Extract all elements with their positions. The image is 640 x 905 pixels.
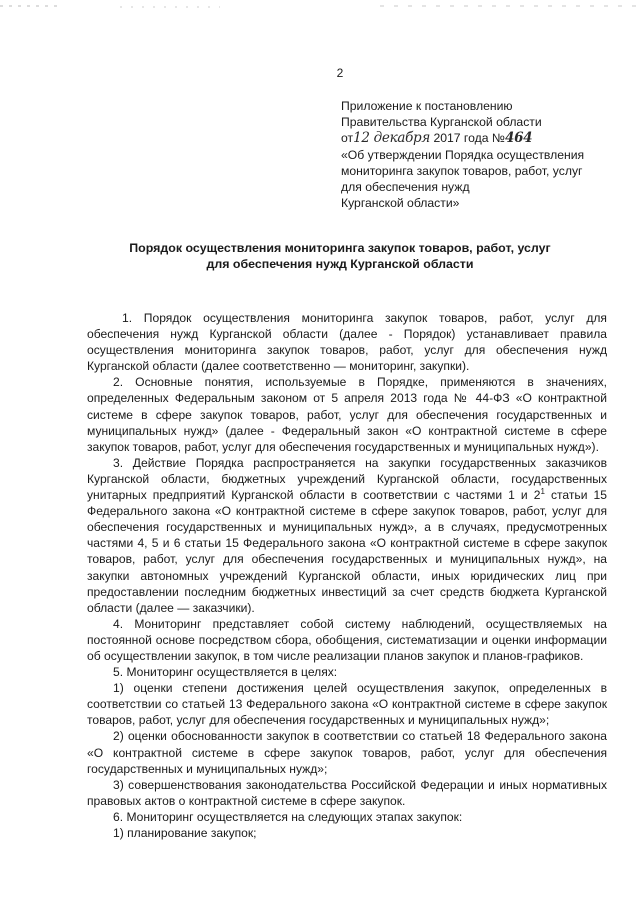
paragraph-3 xyxy=(87,455,607,616)
paragraph-5-item-1: 1) оценки степени достижения целей осуществления закупок, определенных в соответствии со статьей 13 Федерального закона «О контрактной системе в сфере закупок товаров, работ, услуг для обеспечения государственных и муниципальных нужд»; xyxy=(87,681,607,728)
appendix-line-2: Правительства Курганской области xyxy=(341,115,542,130)
scan-artifacts xyxy=(0,4,640,10)
year-text: 2017 года № xyxy=(433,131,505,146)
appendix-date-line xyxy=(341,130,631,146)
paragraph-2: 2. Основные понятия, используемые в Порядке, применяются в значениях, определенных Федеральным законом от 5 апреля 2013 года № 44-ФЗ «О контрактной системе в сфере закупок товаров, работ, услуг для обеспечения государственных и муниципальных нужд» (далее - Федеральный закон «О контрактной системе в сфере закупок товаров, работ, услуг для обеспечения государственных и муниципальных нужд»). xyxy=(87,375,607,454)
appendix-line-1: Приложение к постановлению xyxy=(341,99,513,113)
appendix-line-6: для обеспечения нужд xyxy=(341,180,470,195)
page-number: 2 xyxy=(336,66,344,80)
appendix-block xyxy=(341,98,631,211)
appendix-line-4: «Об утверждении Порядка осуществления xyxy=(341,147,585,162)
handwritten-number: 464 xyxy=(504,130,533,147)
paragraph-6-item-1: 1) планирование закупок; xyxy=(113,826,257,840)
title-line-2: для обеспечения нужд Курганской области xyxy=(206,257,474,271)
paragraph-4: 4. Мониторинг представляет собой систему наблюдений, осуществляемых на постоянной основе посредством сбора, обобщения, систематизации и оценки информации об осуществлении закупок, в том числе реализации планов закупок и планов-графиков. xyxy=(87,616,607,663)
document-title xyxy=(60,240,620,272)
paragraph-1: 1. Порядок осуществления мониторинга закупок товаров, работ, услуг для обеспечения нужд Курганской области (далее - Порядок) устанавливает правила осуществления мониторинга закупок товаров, работ, услуг для обеспечения нужд Курганской области (далее соответственно — мониторинг, закупки). xyxy=(87,311,607,374)
appendix-line-7: Курганской области» xyxy=(341,196,460,211)
paragraph-3-head: 3. Действие Порядка распространяется на закупки государственных заказчиков Курганской области, бюджетных учреждений Курганской области, государственных унитарных предприятий Курганской области в соответствии с частями 1 и 2 xyxy=(87,455,607,503)
paragraph-3-tail: статьи 15 Федерального закона «О контрактной системе в сфере закупок товаров, работ, услуг для обеспечения государственных и муниципальных нужд», а в случаях, предусмотренных частями 4, 5 и 6 статьи 15 Федерального закона «О контрактной системе в сфере закупок товаров, работ, услуг для обеспечения государственных и муниципальных нужд», на закупки автономных учреждений Курганской области, иных юридических лиц при предоставлении последним бюджетных инвестиций за счет средств бюджета Курганской области (далее — заказчики). xyxy=(87,488,607,615)
paragraph-5-item-3: 3) совершенствования законодательства Российской Федерации и иных нормативных правовых актов о контрактной системе в сфере закупок. xyxy=(87,777,607,808)
appendix-line-5: мониторинга закупок товаров, работ, услуг xyxy=(341,163,583,178)
paragraph-6: 6. Мониторинг осуществляется на следующих этапах закупок: xyxy=(113,809,463,824)
title-line-1: Порядок осуществления мониторинга закупок товаров, работ, услуг xyxy=(129,241,551,255)
date-prefix: от xyxy=(341,131,354,146)
paragraph-5-item-2: 2) оценки обоснованности закупок в соответствии со статьей 18 Федерального закона «О контрактной системе в сфере закупок товаров, работ, услуг для обеспечения государственных и муниципальных нужд»; xyxy=(87,729,607,776)
document-body xyxy=(87,310,607,841)
handwritten-date: 12 декабря xyxy=(353,130,431,147)
paragraph-3-superscript: 1 xyxy=(540,487,545,496)
paragraph-5: 5. Мониторинг осуществляется в целях: xyxy=(113,665,338,680)
